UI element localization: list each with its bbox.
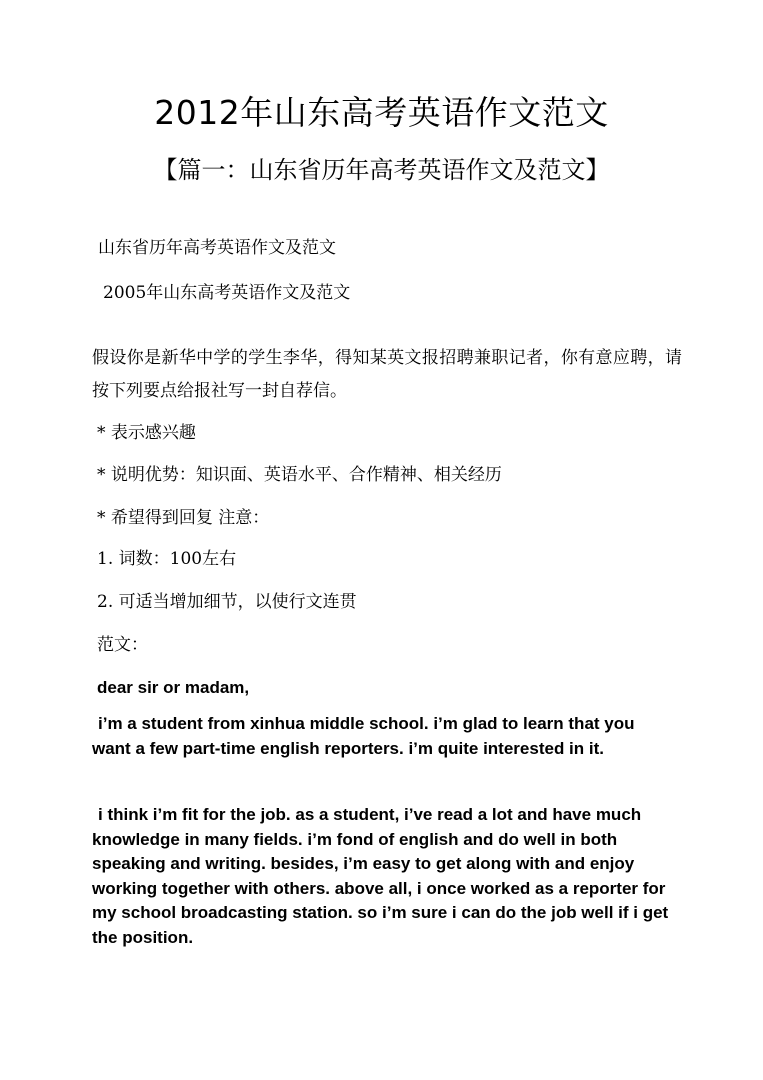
document-subtitle: 【篇一：山东省历年高考英语作文及范文】 — [153, 156, 610, 184]
section-subheading: 2005年山东高考英语作文及范文 — [103, 283, 351, 303]
requirement-point: * 表示感兴趣 — [97, 423, 196, 443]
section-heading: 山东省历年高考英语作文及范文 — [98, 238, 336, 258]
document-title: 2012年山东高考英语作文范文 — [154, 93, 609, 132]
sample-label: 范文： — [97, 635, 148, 655]
writing-prompt: 假设你是新华中学的学生李华，得知某英文报招聘兼职记者，你有意应聘，请按下列要点给报社写一封自荐信。 — [92, 348, 682, 401]
requirement-point: * 希望得到回复 注意： — [97, 508, 270, 528]
note-item: 1. 词数：100左右 — [97, 549, 237, 569]
requirement-point: * 说明优势：知识面、英语水平、合作精神、相关经历 — [97, 465, 502, 485]
essay-salutation: dear sir or madam, — [97, 678, 250, 697]
essay-paragraph: i think i’m fit for the job. as a student, i’ve read a lot and have much knowledge in many fields. i’m fond of english and do well in both speaking and writing. besides, i’m easy to get along with and enjoy working together with others. above all, i once worked as a reporter for my school broadcasting station. so i’m sure i can do the job well if i get the position. — [92, 805, 669, 947]
essay-paragraph: i’m a student from xinhua middle school. i’m glad to learn that you want a few part-time english reporters. i’m quite interested in it. — [92, 714, 635, 758]
note-item: 2. 可适当增加细节，以使行文连贯 — [97, 592, 357, 612]
